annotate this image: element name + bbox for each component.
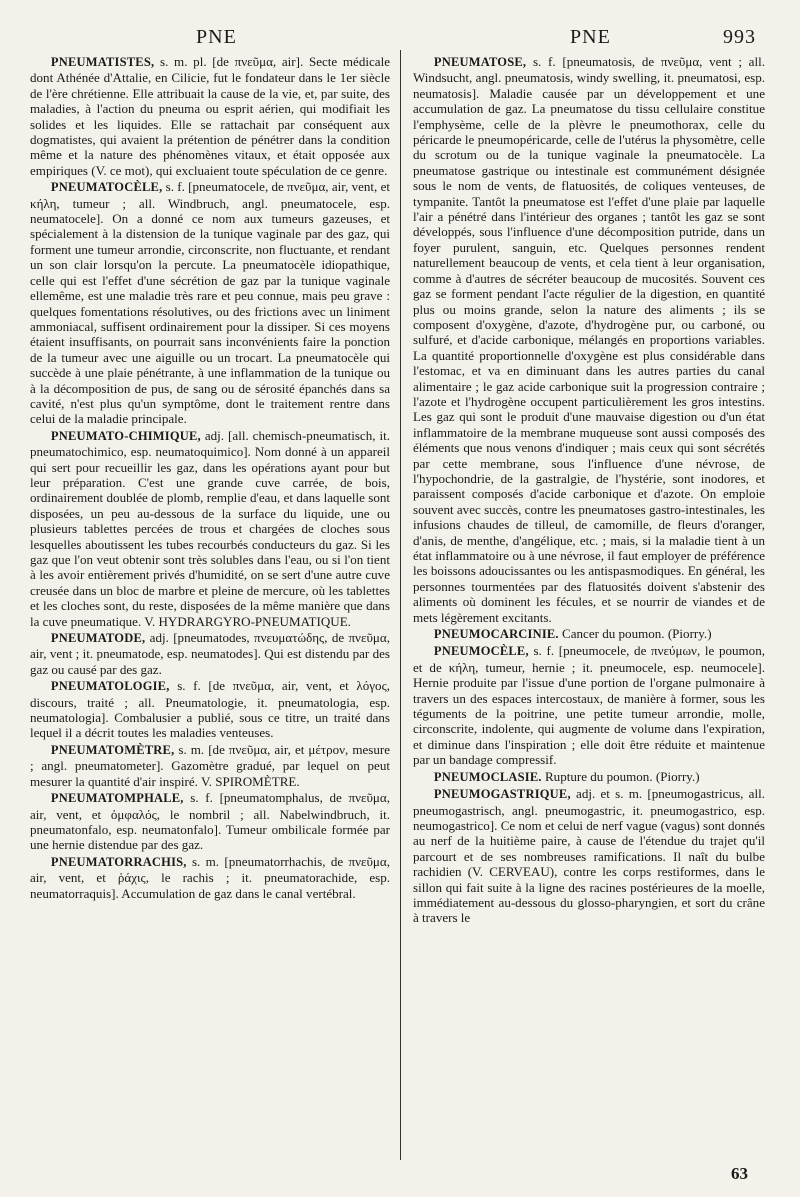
entry-pneumatomphale: [30, 790, 390, 853]
running-header-left: PNE: [196, 26, 237, 48]
entry-pneumatocele: [30, 179, 390, 427]
entry-text: s. m. [de πνεῦμα, air, et μέτρον, mesure ; angl. pneumatometer]. Gazomètre gradué, par lequel on peut mesurer la quantité d'air inspiré. V. SPIROMÈTRE.: [30, 741, 390, 789]
entry-text: adj. et s. m. [pneumogastricus, all. pneumogastrisch, angl. pneumogastric, it. pneumogastrico, esp. neumogastrico]. Ce nom et celui de nerf vague (vagus) sont donnés au nerf de la huitième paire, à cause de l'étendue du trajet qu'il parcourt et de ses nombreuses ramifications. Il naît du bulbe rachidien (V. CERVEAU), contre les corps restiformes, dans le sillon qui fait suite à la ligne des racines postérieures de la moelle, immédiatement au-dessous du glosso-pharyngien, et sort du crâne à travers le: [413, 786, 765, 926]
entry-text: s. f. [pneumatosis, de πνεῦμα, vent ; all. Windsucht, angl. pneumatosis, windy swelling, it. pneumatosi, esp. neumatosis]. Maladie causée par un développement et une accumulation de gaz. La pneumatose du tissu cellulaire constitue l'emphysème, celle de la plèvre le pneumothorax, celle du péricarde le pneumopéricarde, celle de l'utérus la physomètre, celle du scrotum ou de la tunique vaginale la pneumatocèle. La pneumatose gastrique ou intestinale est communément désignée sous le nom de vents, de flatuosités, de coliques venteuses, de tympanite. Tantôt la pneumatose est l'effet d'une plaie par laquelle l'air a pénétré dans l'intérieur des organes ; tantôt les gaz se sont développés, sous l'influence d'une décomposition putride, dans un foyer purulent, sanguin, etc. Quelques personnes rendent naturellement beaucoup de vents, et cela tient à leur organisation, comme à d'autres de sécréter beaucoup de mucosités. Souvent ces gaz se forment pendant l'acte régulier de la digestion, en quantité plus ou moins grande, selon la nature des aliments ; ils se composent d'oxygène, d'azote, d'hydrogène pur, ou carboné, ou sulfuré, et d'acide carbonique, mélangés en proportions variables. La quantité proportionnelle d'oxygène est plus considérable dans l'estomac, et va en diminuant dans les autres parties du canal alimentaire ; le gaz acide carbonique suit la progression contraire ; l'azote et l'hydrogène occupent particulièrement les gros intestins. Les gaz qui sont le produit d'une mauvaise digestion ou d'un état inflammatoire de la membrane muqueuse sont aussi composés des éléments que nous venons d'indiquer ; mais ceux qui sont sécrétés par cette membrane, sous l'influence d'une névrose, de l'hypochondrie, de la gastralgie, de l'hystérie, sont inodores, et paraissent composés d'acide carbonique et d'azote. On emploie souvent avec succès, contre les pneumatoses gastro-intestinales, les infusions chaudes de tilleul, de camomille, de fleurs d'oranger, d'anis, de menthe, d'angélique, etc. ; mais, si la maladie tient à un état inflammatoire ou à une névrose, il faut employer de préférence les boissons adoucissantes ou les antispasmodiques. En général, les personnes tourmentées par des flatuosités doivent s'abstenir des aliments où dominent les fécules, et se nourrir de viandes et de mets légèrement excitants.: [413, 54, 765, 625]
entry-pneumatologie: [30, 678, 390, 741]
entry-pneumatose: [413, 54, 765, 625]
entry-text: s. f. [de πνεῦμα, air, vent, et λόγος, discours, traité ; all. Pneumatologie, it. pneumatologia, esp. neumatologia]. Combalusier a publié, sous ce titre, un traité dans lequel il a décrit toutes les maladies venteuses.: [30, 678, 390, 741]
entry-pneumogastrique: [413, 786, 765, 926]
entry-pneumoclasie: [413, 769, 765, 785]
entry-headword: PNEUMOCARCINIE.: [433, 627, 559, 642]
right-column: [413, 54, 765, 927]
entry-headword: PNEUMATOLOGIE,: [50, 679, 170, 694]
entry-text: s. f. [pneumocele, de πνεύμων, le poumon, et de κήλη, tumeur, hernie ; it. pneumocele, esp. neumocele]. Hernie produite par l'issue d'une portion de l'organe pulmonaire à travers un des espaces intercostaux, de manière à former, sous les téguments de la poitrine, une petite tumeur arrondie, molle, circonscrite, indolente, qui augmente de volume dans l'expiration, et diminue dans l'inspiration ; elle doit être réduite et maintenue par un bandage compressif.: [413, 643, 765, 768]
signature-mark: 63: [731, 1164, 748, 1183]
entry-pneumato-chimique: [30, 428, 390, 629]
entry-pneumatometre: [30, 742, 390, 789]
entry-headword: PNEUMATOMPHALE,: [50, 791, 184, 806]
entry-headword: PNEUMOGASTRIQUE,: [433, 787, 571, 802]
entry-pneumatorrachis: [30, 854, 390, 901]
entry-pneumatode: [30, 630, 390, 677]
entry-headword: PNEUMATO-CHIMIQUE,: [50, 428, 201, 443]
entry-headword: PNEUMATORRACHIS,: [50, 854, 187, 869]
column-divider: [400, 50, 401, 1160]
entry-pneumatistes: [30, 54, 390, 178]
running-header-right: PNE: [570, 26, 611, 48]
entry-headword: PNEUMATODE,: [50, 631, 146, 646]
entry-headword: PNEUMOCÈLE,: [433, 644, 529, 659]
entry-text: s. m. [pneumatorrhachis, de πνεῦμα, air, vent, et ῥάχις, le rachis ; it. pneumatorachide, esp. neumatorraquis]. Accumulation de gaz dans le canal vertébral.: [30, 853, 390, 901]
entry-headword: PNEUMOCLASIE.: [433, 769, 542, 784]
entry-text: s. m. pl. [de πνεῦμα, air]. Secte médicale dont Athénée d'Attalie, en Cilicie, fut le fondateur dans le 1er siècle de l'ère chrétienne. Elle attribuait la cause de la vie, et, par suite, des maladies, à l'action du pneuma ou esprit aérien, qui modifiait les solides et les liquides. Elle se rattachait par conséquent aux dogmatistes, qui avaient la prétention de pénétrer dans la condition même et la nature des phénomènes vitaux, et était opposée aux empiriques (V. ce mot), qui excluaient toute spéculation de ce genre.: [30, 54, 390, 178]
entry-text: adj. [pneumatodes, πνευματώδης, de πνεῦμα, air, vent ; it. pneumatode, esp. neumatodes]. Qui est distendu par des gaz ou causé par des gaz.: [30, 630, 390, 677]
entry-pneumocarcinie: [413, 626, 765, 642]
entry-headword: PNEUMATISTES,: [50, 55, 155, 69]
entry-headword: PNEUMATOCÈLE,: [50, 180, 163, 195]
entry-text: s. f. [pneumatomphalus, de πνεῦμα, air, vent, et ὀμφαλός, le nombril ; all. Nabelwindbruch, it. pneumatonfalo, esp. neumatonfalo]. Tumeur ombilicale formée par une hernie distendue par des gaz.: [30, 790, 390, 853]
entry-text: Rupture du poumon. (Piorry.): [541, 768, 700, 784]
entry-headword: PNEUMATOMÈTRE,: [50, 742, 175, 757]
entry-text: s. f. [pneumatocele, de πνεῦμα, air, vent, et κήλη, tumeur ; all. Windbruch, angl. pneumatocele, esp. neumatocele]. On a donné ce nom aux tumeurs gazeuses, et spécialement à la distension de la tunique vaginale par des gaz, qui forment une tumeur arrondie, circonscrite, non fluctuante, et rendant un son clair lorsqu'on la percute. La pneumatocèle idiopathique, celle qui est l'effet d'une sécrétion de gaz par la tunique vaginale ellemême, est une maladie très rare et peu connue, mais peu grave : quelques fomentations résolutives, ou des frictions avec un liniment ammoniacal, suffisent ordinairement pour la dissiper. Si ces moyens étaient insuffisants, on pourrait sans inconvénients faire la ponction de la tumeur avec une aiguille ou un trocart. La pneumatocèle qui succède à une plaie pénétrante, à une inflammation de la tunique ou à la décomposition de pus, de sang ou de sérosité épanchés dans sa cavité, n'est plus qu'un symptôme, dont le traitement rentre dans celui de la maladie principale.: [30, 179, 390, 427]
page-number: 993: [723, 26, 756, 48]
entry-text: Cancer du poumon. (Piorry.): [558, 626, 712, 642]
left-column: [30, 54, 390, 902]
entry-pneumocele: [413, 643, 765, 767]
entry-text: adj. [all. chemisch-pneumatisch, it. pneumatochimico, esp. neumatoquimico]. Nom donné à un appareil qui sert pour recueillir les gaz, dans les opérations ayant pour but leur préparation. C'est une grande cuve carrée, de bois, ordinairement doublée de plomb, remplie d'eau, et dans laquelle sont disposées, un peu au-dessous de la surface du liquide, une ou plusieurs tablettes percées de trous et chargées de cloches sous lesquelles aboutissent les tubes recourbés conducteurs du gaz. Si les gaz que l'on veut obtenir sont très solubles dans l'eau, ou si l'on tient à les avoir entièrement privés d'humidité, on se sert d'une autre cuve creusée dans un bloc de marbre et pleine de mercure, où les tablettes et les cloches sont, du reste, disposées de la même manière que dans la cuve pneumatique. V. HYDRARGYRO-PNEUMATIQUE.: [30, 427, 390, 629]
entry-headword: PNEUMATOSE,: [433, 55, 527, 69]
